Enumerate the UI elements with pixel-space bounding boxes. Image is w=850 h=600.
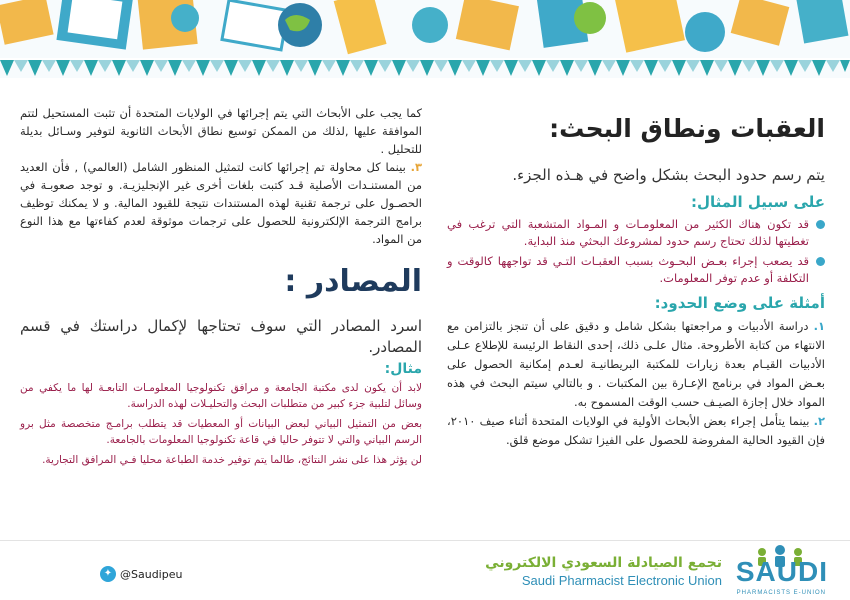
example-item: لابد أن يكون لدى مكتبة الجامعة و مرافق تكنولوجيا المعلومـات التابعـة لها ما يكفي من وسائل لتلبية جزء كبير من متطلبات البحث والتحليـلات لهذه الدراسة.	[20, 382, 422, 410]
sources-intro: اسرد المصادر التي سوف تحتاجها لإكمال دراستك في قسم المصادر.	[20, 317, 422, 356]
school-supplies-illustration	[0, 0, 850, 78]
saudi-logo	[732, 544, 828, 596]
sources-examples	[20, 380, 422, 468]
union-name	[485, 554, 722, 590]
header-banner	[0, 0, 850, 78]
left-column	[20, 104, 422, 472]
bullet-dot-icon	[816, 220, 825, 229]
bullet-dot-icon	[816, 257, 825, 266]
limitations-intro: يتم رسم حدود البحث بشكل واضح في هـذه الجزء.	[512, 166, 825, 184]
example-item: بعض من التمثيل البياني لبعض البيانات أو المعطيات قد يتطلب برامـج متخصصة مثل برو الرسم البياني والتي لا تتوفر حاليا في قاعة تكنولوجيا المعلومات بالجامعة.	[20, 418, 422, 446]
example-label: مثال:	[384, 361, 422, 377]
twitter-link[interactable]	[100, 566, 182, 582]
example-item: لن يؤثر هذا على نشر النتائج، طالما يتم توفير خدمة الطباعة محليا فـي المرافق التجارية.	[42, 454, 422, 466]
twitter-handle: @Saudipeu	[120, 567, 183, 581]
right-column	[447, 112, 825, 450]
sources-title: المصادر :	[284, 264, 422, 299]
limit-item: ٣. بينما كل محاولة تم إجرائها كانت لتمثيل المنظور الشامل (العالمي) , فأن العديد من المستنـدات الأصلية قـد كتبت بلغات أخرى غير الإنجليزيـة. و توجد صعوبـة في الحصـول على ترجمة تقنية لهذه المستندات نتيجة للقيود المالية. و لا يمكنك توظيف برامج الترجمة الإلكترونية للحصول على ترجمات موثوقة لعدم كفاءتها مع هذا النوع من المواد.	[20, 160, 423, 246]
logo-tagline: PHARMACISTS E-UNION	[736, 590, 826, 596]
union-name-english: Saudi Pharmacist Electronic Union	[521, 573, 722, 588]
bullet-item: قد تكون هناك الكثير من المعلومـات و المـواد المتشعبة التي ترغب في تغطيتها لذلك تحتاج رسم حدود لمشروعك البحثي منذ البداية.	[447, 216, 825, 250]
example-bullets	[447, 216, 825, 287]
union-name-arabic: تجمع الصيادلة السعودي الالكتروني	[485, 555, 722, 571]
limitations-title: العقبات ونطاق البحث:	[549, 114, 825, 143]
limit-item: ١. دراسة الأدبيات و مراجعتها بشكل شامل و دقيق على أن تنجز بالتزامن مع الانتهاء من كتابة الأطروحة. مثال علـى ذلك، إحدى النقاط الرئيسة للإطلاع عـلى الأدبيات القيـام بعدة زيارات للمكتبة البريطانيـة لعـدم إمكانية الحصول على بعـض المواد في برنامج الإعـارة بين المكتبات . و بالتالي سيتم البحث في هذه المواد خلال إجازة الصيـف حسب الوقت المسموح به.	[447, 319, 826, 409]
example-heading: على سبيل المثال:	[691, 193, 825, 211]
limit-item: ٢. بينما يتأمل إجراء بعض الأبحاث الأولية في الولايات المتحدة أثناء صيف ٢٠١٠، فإن القيود الحالية المفروضة للحصول على الفيزا تشكل موضع قلق.	[447, 414, 826, 447]
limits-list	[447, 317, 825, 450]
logo-wordmark: SAUDI	[735, 556, 828, 587]
limits-heading: أمثلة على وضع الحدود:	[654, 294, 825, 312]
footer-divider	[0, 540, 850, 541]
footer	[0, 540, 850, 600]
continuation-text: كما يجب على الأبحاث التي يتم إجرائها في الولايات المتحدة أن تثبت المستحيل لتتم الموافقة عليها ,لذلك من الممكن توسيع نطاق الأبحاث الثانوية لتوفير وسـائل بديلة للتحليل . ٣. بينما كل محاولة تم إجرائها كانت لتمثيل المنظور الشامل (العالمي) , فأن العديد من المستنـدات الأصلية قـد كتبت بلغات أخرى غير الإنجليزيـة. و توجد صعوبـة في الحصـول على ترجمة تقنية لهذه المستندات نتيجة للقيود المالية. و لا يمكنك توظيف برامج الترجمة الإلكترونية للحصول على ترجمات موثوقة لعدم كفاءتها مع هذا النوع من المواد.	[20, 106, 423, 246]
twitter-icon: ✦	[100, 566, 116, 582]
bullet-item: قد يصعب إجراء بعـض البحـوث بسبب العقبـات التـي قد تواجهها كالوقت و التكلفة أو عدم توفر المعلومات.	[447, 253, 825, 287]
